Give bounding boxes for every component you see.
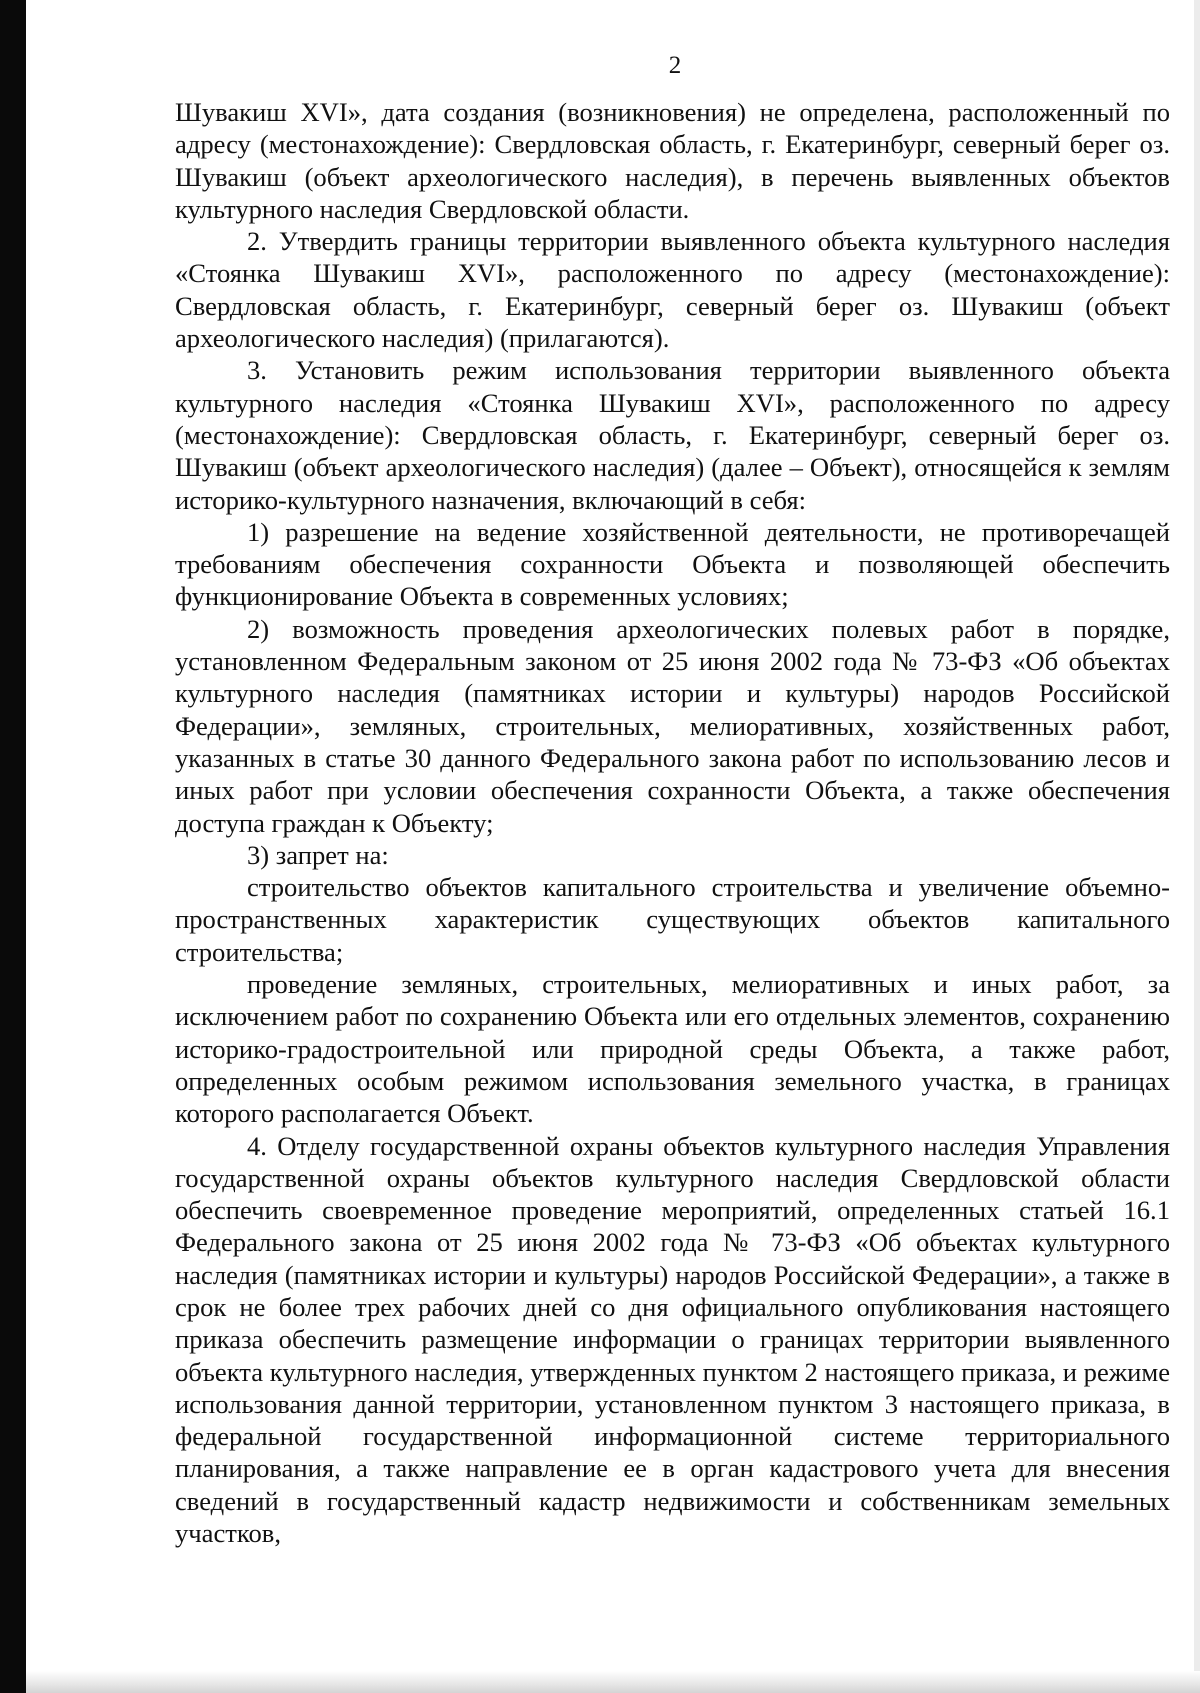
paragraph-subitem-3: 3) запрет на: [247,839,389,870]
paragraph-continuation: Шувакиш XVI», дата создания (возникновения) не определена, расположенный по адресу (местонахождение): Свердловская область, г. Екатеринбург, северный берег оз. Шувакиш (объект археологического наследия), в перечень выявленных объектов культурного наследия Свердловской области. [175,97,1170,224]
paragraph-item-2: 2. Утвердить границы территории выявленного объекта культурного наследия «Стоянка Шувакиш XVI», расположенного по адресу (местонахождение): Свердловская область, г. Екатеринбург, северный берег оз. Шувакиш (объект археологического наследия) (прилагаются). [175,226,1170,354]
document-body [175,96,1170,1549]
paragraph-subitem-2: 2) возможность проведения археологических полевых работ в порядке, установленном Федеральным законом от 25 июня 2002 года № 73-ФЗ «Об объектах культурного наследия (памятниках истории и культуры) народов Российской Федерации», земляных, строительных, мелиоративных, хозяйственных работ, указанных в статье 30 данного Федерального закона работ по использованию лесов и иных работ при условии обеспечения сохранности Объекта, а также обеспечения доступа граждан к Объекту; [175,613,1170,838]
paragraph-prohibition-works: проведение земляных, строительных, мелиоративных и иных работ, за исключением работ по сохранению Объекта или его отдельных элементов, сохранению историко-градостроительной или природной среды Объекта, а также работ, определенных особым режимом использования земельного участка, в границах которого располагается Объект. [175,969,1170,1129]
page-number: 2 [668,52,682,79]
paragraph-item-4: 4. Отделу государственной охраны объектов культурного наследия Управления государственной охраны объектов культурного наследия Свердловской области обеспечить своевременное проведение мероприятий, определенных статьей 16.1 Федерального закона от 25 июня 2002 года № 73-ФЗ «Об объектах культурного наследия (памятниках истории и культуры) народов Российской Федерации», а также в срок не более трех рабочих дней со дня официального опубликования настоящего приказа обеспечить размещение информации о границах территории выявленного объекта культурного наследия, утвержденных пунктом 2 настоящего приказа, и режиме использования данной территории, установленном пунктом 3 настоящего приказа, в федеральной государственной информационной системе территориального планирования, а также направление ее в орган кадастрового учета для внесения сведений в государственный кадастр недвижимости и собственникам земельных участков, [175,1130,1170,1549]
paragraph-item-3: 3. Установить режим использования территории выявленного объекта культурного наследия «Стоянка Шувакиш XVI», расположенного по адресу (местонахождение): Свердловская область, г. Екатеринбург, северный берег оз. Шувакиш (объект археологического наследия) (далее – Объект), относящейся к землям историко-культурного назначения, включающий в себя: [175,355,1170,515]
scan-left-edge [0,0,26,1693]
scan-bottom-edge [26,1671,1200,1693]
paragraph-subitem-1: 1) разрешение на ведение хозяйственной деятельности, не противоречащей требованиям обеспечения сохранности Объекта и позволяющей обеспечить функционирование Объекта в современных условиях; [175,516,1170,612]
paragraph-prohibition-construction: строительство объектов капитального строительства и увеличение объемно-пространственных характеристик существующих объектов капитального строительства; [175,872,1170,967]
scan-right-edge [1194,0,1200,1693]
